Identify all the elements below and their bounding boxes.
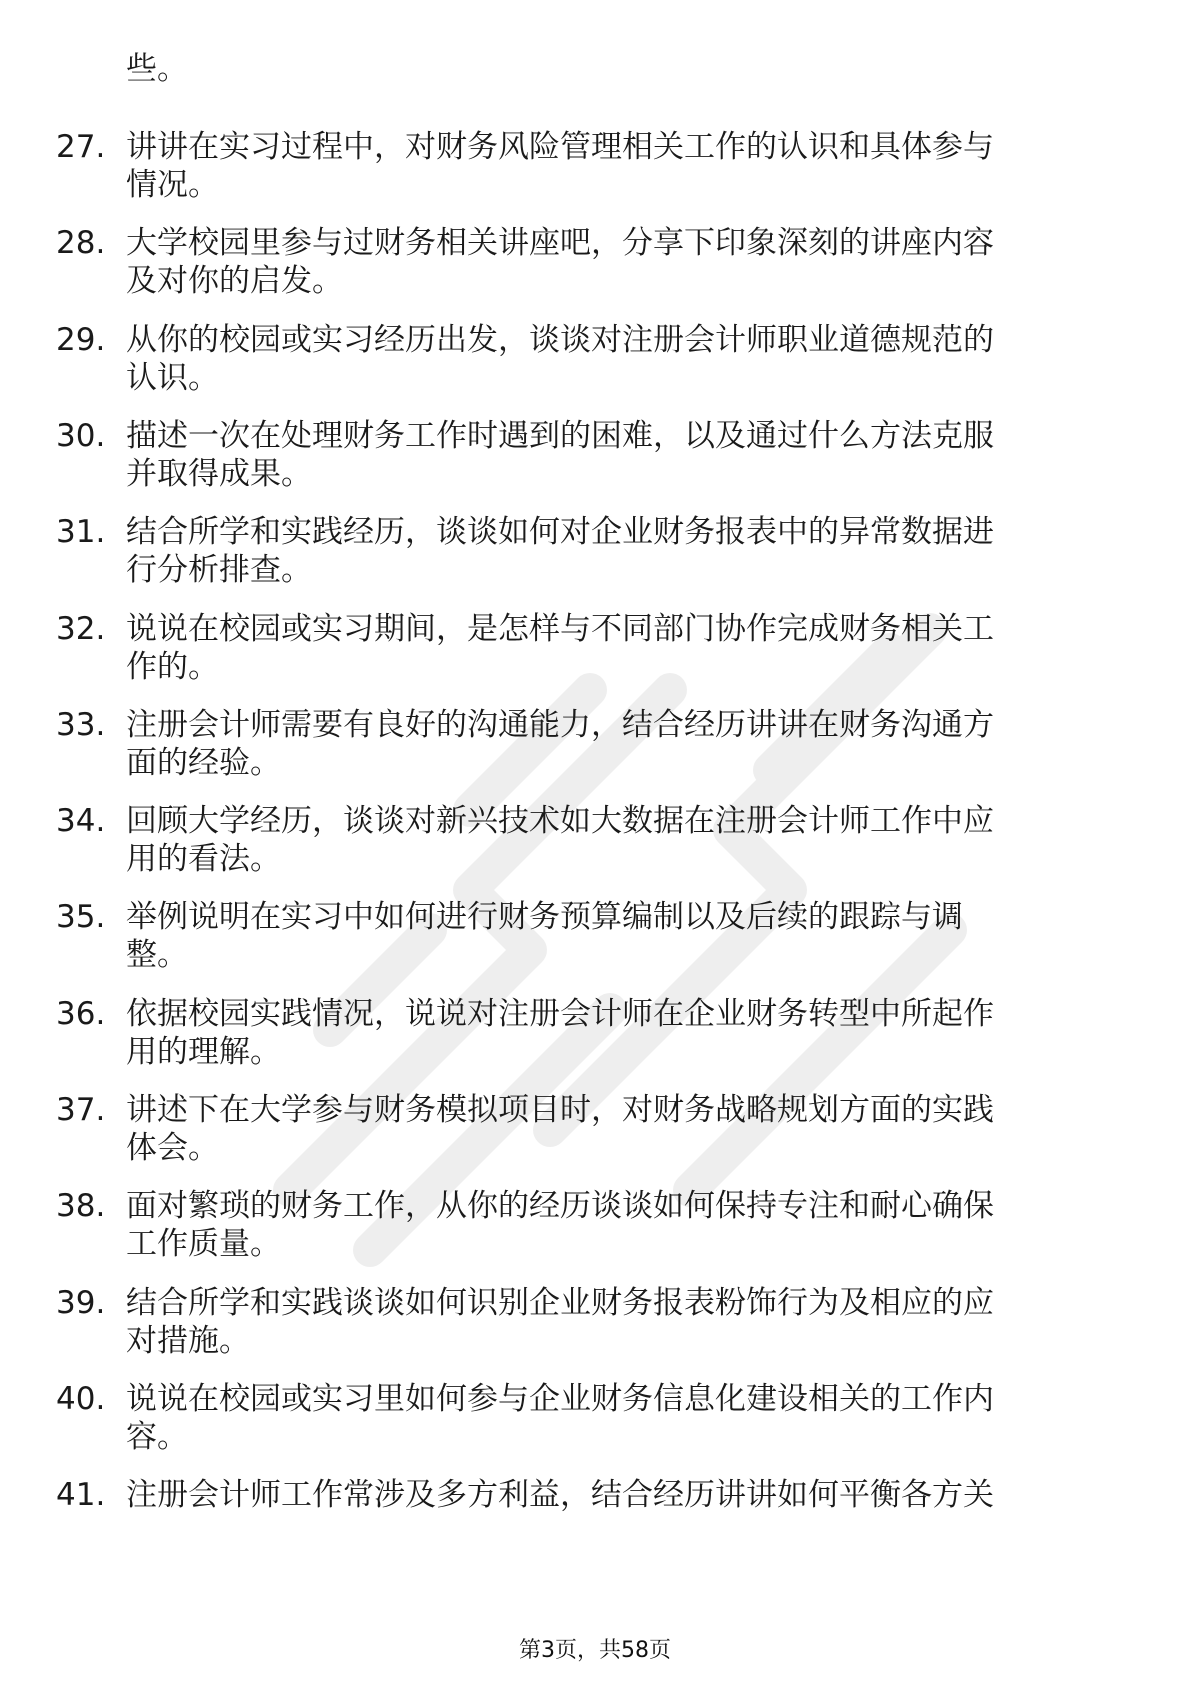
question-text-line-2: 用的理解。 [126,1033,281,1070]
question-item [0,511,1190,595]
question-item [0,1474,1190,1558]
question-number: 28. [56,225,106,262]
question-number: 41. [56,1477,106,1514]
question-number: 27. [56,129,106,165]
question-text-line-1: 说说在校园或实习期间，是怎样与不同部门协作完成财务相关工 [126,610,994,647]
question-number: 36. [56,995,106,1032]
question-number: 31. [56,514,106,551]
question-text-line-2: 行分析排查。 [126,552,312,589]
question-number: 34. [56,803,106,840]
question-item [0,800,1190,884]
question-number: 40. [56,1380,106,1417]
question-text-line-1: 结合所学和实践谈谈如何识别企业财务报表粉饰行为及相应的应 [126,1284,994,1321]
question-number: 35. [56,899,106,936]
question-item [0,1089,1190,1173]
question-text-line-1: 结合所学和实践经历，谈谈如何对企业财务报表中的异常数据进 [126,514,994,551]
question-text-line-1: 从你的校园或实习经历出发，谈谈对注册会计师职业道德规范的 [126,321,994,358]
question-item [0,1185,1190,1269]
question-item [0,222,1190,306]
question-text-line-2: 面的经验。 [126,744,281,781]
question-text-line-1: 讲讲在实习过程中，对财务风险管理相关工作的认识和具体参与 [126,129,994,165]
question-text-line-1: 说说在校园或实习里如何参与企业财务信息化建设相关的工作内 [126,1380,994,1417]
question-item [0,319,1190,403]
question-number: 39. [56,1284,106,1321]
question-text-line-2: 体会。 [126,1130,219,1166]
question-text-line-2: 用的看法。 [126,841,281,878]
question-number: 38. [56,1188,106,1225]
question-text-line-1: 依据校园实践情况，说说对注册会计师在企业财务转型中所起作 [126,995,994,1032]
question-item [0,415,1190,499]
continuation-text: 些。 [126,51,188,87]
question-text-line-2: 并取得成果。 [126,455,312,492]
question-text-line-1: 回顾大学经历，谈谈对新兴技术如大数据在注册会计师工作中应 [126,803,994,840]
question-item [0,993,1190,1077]
question-text-line-2: 整。 [126,937,188,974]
question-text-line-1: 讲述下在大学参与财务模拟项目时，对财务战略规划方面的实践 [126,1092,994,1128]
question-text-line-2: 工作质量。 [126,1226,281,1263]
question-item [0,1282,1190,1366]
question-text-line-1: 面对繁琐的财务工作，从你的经历谈谈如何保持专注和耐心确保 [126,1188,994,1225]
question-item [0,126,1190,210]
question-text-line-2: 对措施。 [126,1322,250,1359]
question-text-line-1: 描述一次在处理财务工作时遇到的困难，以及通过什么方法克服 [126,417,994,454]
question-number: 32. [56,610,106,647]
question-item [0,704,1190,788]
question-text-line-2: 及对你的启发。 [126,263,343,300]
question-number: 29. [56,321,106,358]
question-text-line-2: 认识。 [126,359,219,396]
question-item [0,1378,1190,1462]
question-text-line-2: 作的。 [126,648,219,685]
question-text-line-1: 大学校园里参与过财务相关讲座吧，分享下印象深刻的讲座内容 [126,225,994,262]
question-item [0,896,1190,980]
question-text-line-1: 注册会计师工作常涉及多方利益，结合经历讲讲如何平衡各方关 [126,1477,994,1514]
question-text-line-2: 情况。 [126,167,219,203]
question-number: 33. [56,706,106,743]
question-text-line-1: 举例说明在实习中如何进行财务预算编制以及后续的跟踪与调 [126,899,963,936]
question-item [0,608,1190,692]
question-text-line-2: 容。 [126,1418,188,1455]
question-text-line-1: 注册会计师需要有良好的沟通能力，结合经历讲讲在财务沟通方 [126,706,994,743]
question-number: 30. [56,417,106,454]
question-number: 37. [56,1092,106,1128]
page-footer: 第3页，共58页 [519,1638,671,1663]
